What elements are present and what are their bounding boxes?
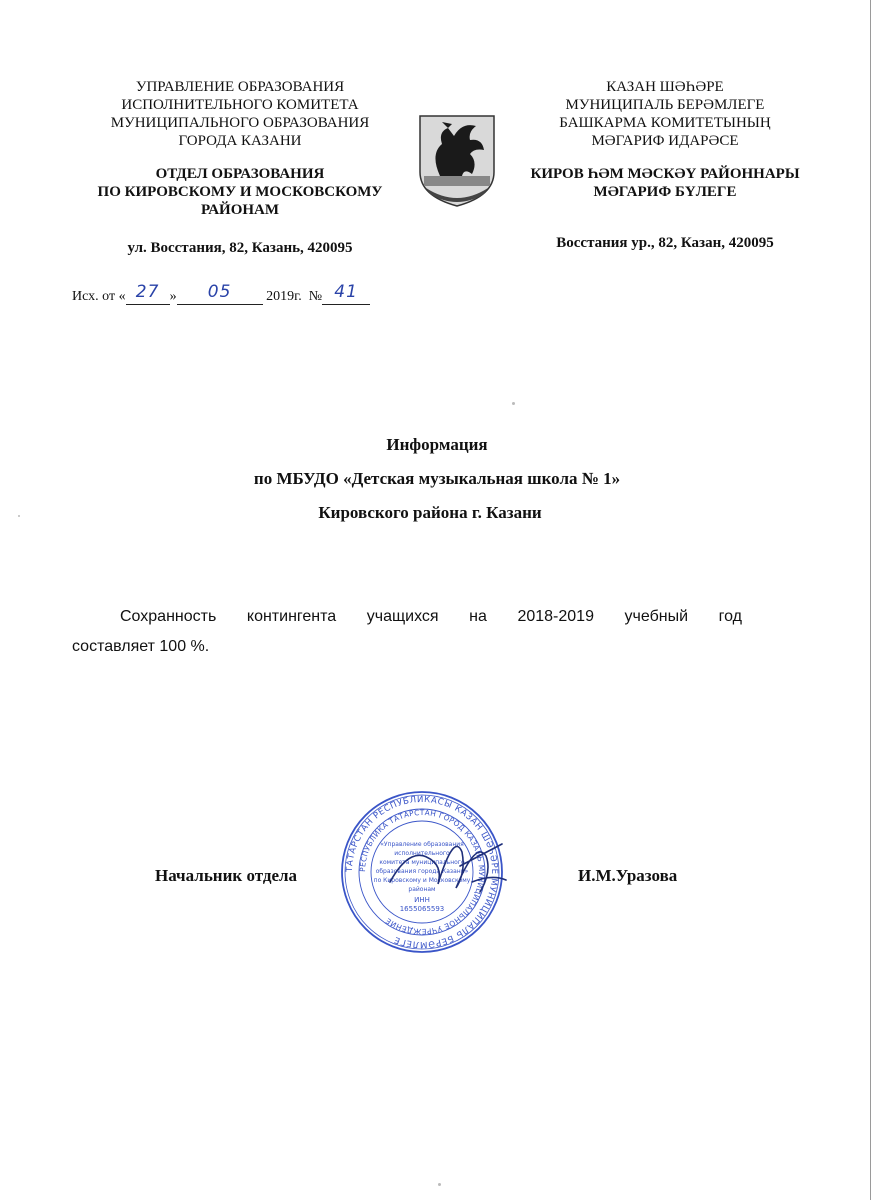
kazan-coat-of-arms-icon bbox=[418, 114, 496, 208]
number-field bbox=[322, 282, 370, 305]
quote-close: » bbox=[169, 289, 177, 304]
stamp-center-line: образования города Казани» bbox=[375, 868, 469, 875]
stamp-center-line: по Кировскому и Московскому bbox=[373, 877, 471, 884]
dept-right-line: КИРОВ ҺӘМ МӘСКӘҮ РАЙОННАРЫ bbox=[530, 166, 800, 182]
month-field bbox=[177, 282, 263, 305]
stamp-middle-text: РЕСПУБЛИКА ТАТАРСТАН ГОРОД КАЗАНЬ МУНИЦИПАЛЬНОЕ УЧРЕЖДЕНИЕ bbox=[357, 807, 487, 937]
scan-speck bbox=[18, 515, 20, 517]
number-sign: № bbox=[308, 289, 323, 304]
stamp-center-line: комитета муниципального bbox=[379, 859, 465, 866]
document-title bbox=[0, 428, 874, 530]
signatory-position: Начальник отдела bbox=[155, 866, 298, 885]
document-body bbox=[72, 602, 742, 662]
outgoing-prefix: Исх. от bbox=[72, 289, 116, 304]
day-handwritten: 27 bbox=[135, 282, 160, 302]
header-right-line: БАШКАРМА КОМИТЕТЫНЫҢ bbox=[559, 115, 771, 131]
stamp-center-line: районам bbox=[408, 886, 436, 893]
dept-left-line: РАЙОНАМ bbox=[200, 202, 280, 218]
address-left: ул. Восстания, 82, Казань, 420095 bbox=[127, 240, 353, 256]
header-left-line: ИСПОЛНИТЕЛЬНОГО КОМИТЕТА bbox=[121, 97, 359, 113]
header-right-line: КАЗАН ШӘҺӘРЕ bbox=[606, 79, 724, 95]
title-line: Кировского района г. Казани bbox=[318, 503, 542, 522]
title-line: по МБУДО «Детская музыкальная школа № 1» bbox=[253, 469, 621, 488]
number-handwritten: 41 bbox=[334, 282, 358, 302]
stamp-outer-text: ТАТАРСТАН РЕСПУБЛИКАСЫ КАЗАН ШӘҺӘРЕ МУНИЦИПАЛЬ БЕРӘМЛЕГЕ bbox=[344, 794, 500, 950]
header-right bbox=[505, 78, 825, 252]
body-line: Сохранность контингента учащихся на 2018-2019 учебный год bbox=[120, 608, 742, 625]
scan-speck bbox=[438, 1183, 441, 1186]
signatory-name: И.М.Уразова bbox=[578, 866, 678, 885]
header-right-line: МУНИЦИПАЛЬ БЕРӘМЛЕГЕ bbox=[565, 97, 765, 113]
header-left-line: МУНИЦИПАЛЬНОГО ОБРАЗОВАНИЯ bbox=[110, 115, 370, 131]
address-right: Восстания ур., 82, Казан, 420095 bbox=[556, 235, 774, 251]
header-right-line: МӘГАРИФ ИДАРӘСЕ bbox=[591, 133, 739, 149]
stamp-center-line: «Управление образования bbox=[380, 841, 464, 848]
dept-right-line: МӘГАРИФ БҮЛЕГЕ bbox=[593, 184, 737, 200]
quote-open: « bbox=[118, 289, 126, 304]
stamp-center-line: исполнительного bbox=[394, 850, 450, 857]
header-left-line: УПРАВЛЕНИЕ ОБРАЗОВАНИЯ bbox=[135, 79, 345, 95]
title-line: Информация bbox=[386, 435, 488, 454]
year-text: 2019г. bbox=[266, 289, 302, 304]
dept-left-line: ПО КИРОВСКОМУ И МОСКОВСКОМУ bbox=[97, 184, 383, 200]
header-left-line: ГОРОДА КАЗАНИ bbox=[178, 133, 302, 149]
outgoing-reference bbox=[72, 282, 370, 305]
handwritten-signature bbox=[382, 822, 512, 912]
day-field bbox=[126, 282, 170, 305]
stamp-inn-number: 1655065593 bbox=[399, 905, 445, 913]
body-line: составляет 100 %. bbox=[72, 638, 210, 655]
header-left bbox=[55, 78, 425, 257]
month-handwritten: 05 bbox=[207, 282, 232, 302]
stamp-inn-label: ИНН bbox=[414, 896, 430, 904]
scan-speck bbox=[512, 402, 515, 405]
dept-left-line: ОТДЕЛ ОБРАЗОВАНИЯ bbox=[155, 166, 325, 182]
scan-edge-line bbox=[870, 0, 871, 1200]
